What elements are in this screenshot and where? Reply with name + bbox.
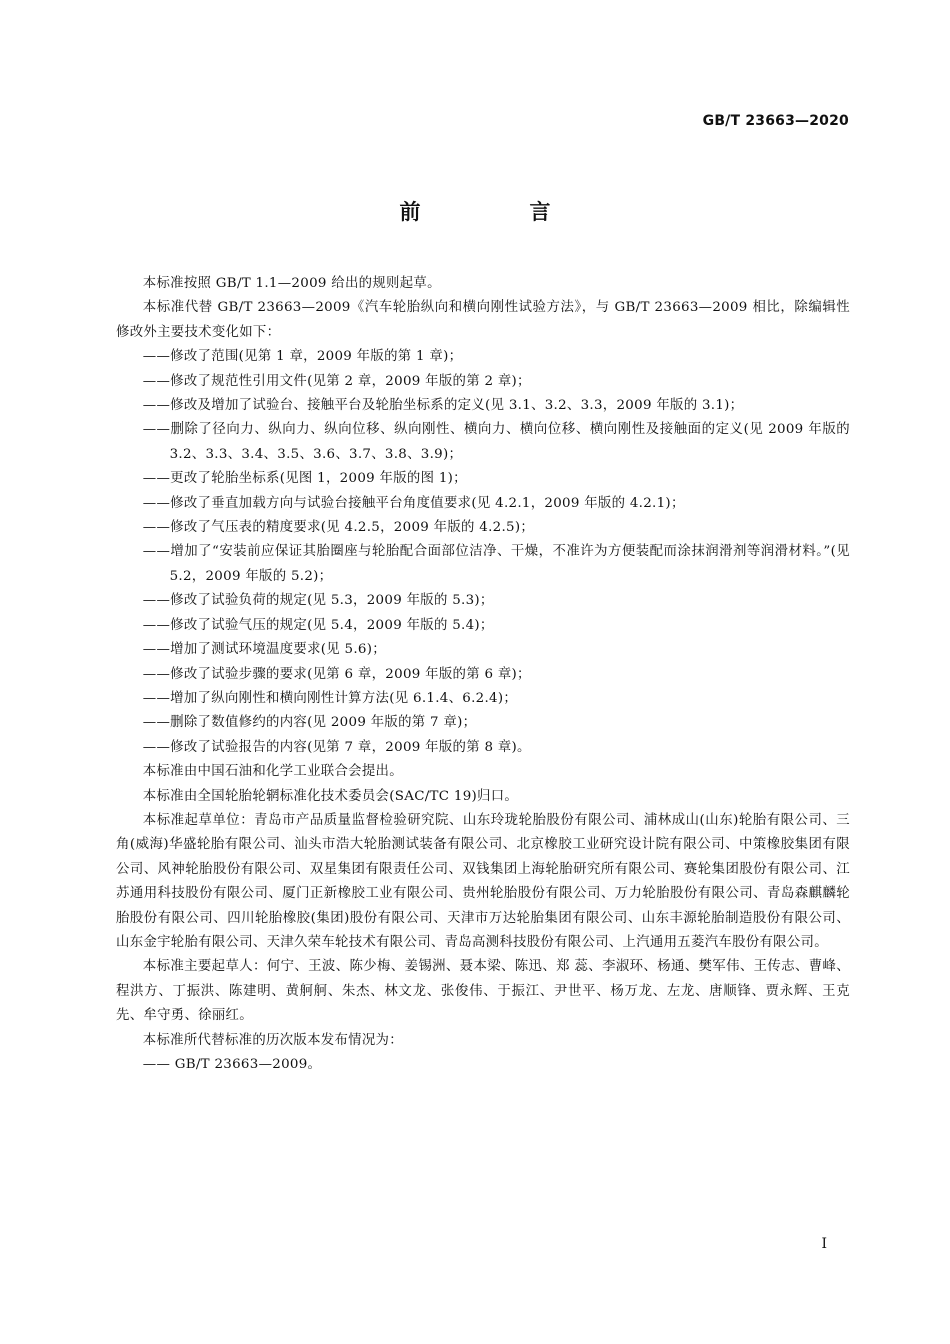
foreword-body xyxy=(116,272,850,1077)
list-item: ——修改了试验负荷的规定(见 5.3，2009 年版的 5.3)； xyxy=(142,593,494,609)
list-item: ——修改了试验步骤的要求(见第 6 章，2009 年版的第 6 章)； xyxy=(142,666,531,682)
list-item: ——删除了径向力、纵向力、纵向位移、纵向刚性、横向力、横向位移、横向刚性及接触面的定义(见 2009 年版的 3.2、3.3、3.4、3.5、3.6、3.7、3.8、3.9)； xyxy=(142,422,850,462)
paragraph-drafting-units: 本标准起草单位：青岛市产品质量监督检验研究院、山东玲珑轮胎股份有限公司、浦林成山(山东)轮胎有限公司、三角(威海)华盛轮胎有限公司、汕头市浩大轮胎测试装备有限公司、北京橡胶工业研究设计院有限公司、中策橡胶集团有限公司、风神轮胎股份有限公司、双星集团有限责任公司、双钱集团上海轮胎研究所有限公司、赛轮集团股份有限公司、江苏通用科技股份有限公司、厦门正新橡胶工业有限公司、贵州轮胎股份有限公司、万力轮胎股份有限公司、青岛森麒麟轮胎股份有限公司、四川轮胎橡胶(集团)股份有限公司、天津市万达轮胎集团有限公司、山东丰源轮胎制造股份有限公司、山东金宇轮胎有限公司、天津久荣车轮技术有限公司、青岛高测科技股份有限公司、上汽通用五菱汽车股份有限公司。 xyxy=(116,812,850,950)
list-item: ——增加了测试环境温度要求(见 5.6)； xyxy=(142,642,386,658)
standard-number: GB/T 23663—2020 xyxy=(702,113,849,129)
list-item: —— GB/T 23663—2009。 xyxy=(142,1057,322,1072)
list-item: ——修改了范围(见第 1 章，2009 年版的第 1 章)； xyxy=(142,349,463,365)
paragraph: 本标准所代替标准的历次版本发布情况为： xyxy=(142,1032,403,1048)
list-item: ——增加了纵向刚性和横向刚性计算方法(见 6.1.4、6.2.4)； xyxy=(142,690,518,706)
page-title: 前 言 xyxy=(399,200,595,224)
list-item: ——修改了垂直加载方向与试验台接触平台角度值要求(见 4.2.1，2009 年版的 4.2.1)； xyxy=(142,495,685,511)
paragraph: 本标准代替 GB/T 23663—2009《汽车轮胎纵向和横向刚性试验方法》，与 GB/T 23663—2009 相比，除编辑性修改外主要技术变化如下： xyxy=(116,300,850,340)
list-item: ——修改了试验报告的内容(见第 7 章，2009 年版的第 8 章)。 xyxy=(142,739,531,755)
paragraph: 本标准按照 GB/T 1.1—2009 给出的规则起草。 xyxy=(142,276,441,291)
paragraph: 本标准由中国石油和化学工业联合会提出。 xyxy=(142,764,403,780)
page-number: I xyxy=(821,1236,827,1252)
list-item: ——修改了试验气压的规定(见 5.4，2009 年版的 5.4)； xyxy=(142,617,494,633)
list-item: ——修改了气压表的精度要求(见 4.2.5，2009 年版的 4.2.5)； xyxy=(142,520,535,536)
list-item: ——更改了轮胎坐标系(见图 1，2009 年版的图 1)； xyxy=(142,471,467,487)
list-item: ——删除了数值修约的内容(见 2009 年版的第 7 章)； xyxy=(142,715,477,731)
paragraph: 本标准由全国轮胎轮辋标准化技术委员会(SAC/TC 19)归口。 xyxy=(142,788,519,804)
list-item: ——修改了规范性引用文件(见第 2 章，2009 年版的第 2 章)； xyxy=(142,373,531,389)
list-item: ——增加了“安装前应保证其胎圈座与轮胎配合面部位洁净、干燥，不准许为方便装配而涂抹润滑剂等润滑材料。”(见 5.2，2009 年版的 5.2)； xyxy=(142,544,850,584)
list-item: ——修改及增加了试验台、接触平台及轮胎坐标系的定义(见 3.1、3.2、3.3，2009 年版的 3.1)； xyxy=(142,398,744,414)
paragraph-drafters: 本标准主要起草人：何宁、王波、陈少梅、姜锡洲、聂本梁、陈迅、郑 蕊、李淑环、杨通、樊军伟、王传志、曹峰、程洪方、丁振洪、陈建明、黄舸舸、朱杰、林文龙、张俊伟、于振江、尹世平、杨万龙、左龙、唐顺锋、贾永辉、王克先、牟守勇、徐丽红。 xyxy=(116,959,850,1024)
